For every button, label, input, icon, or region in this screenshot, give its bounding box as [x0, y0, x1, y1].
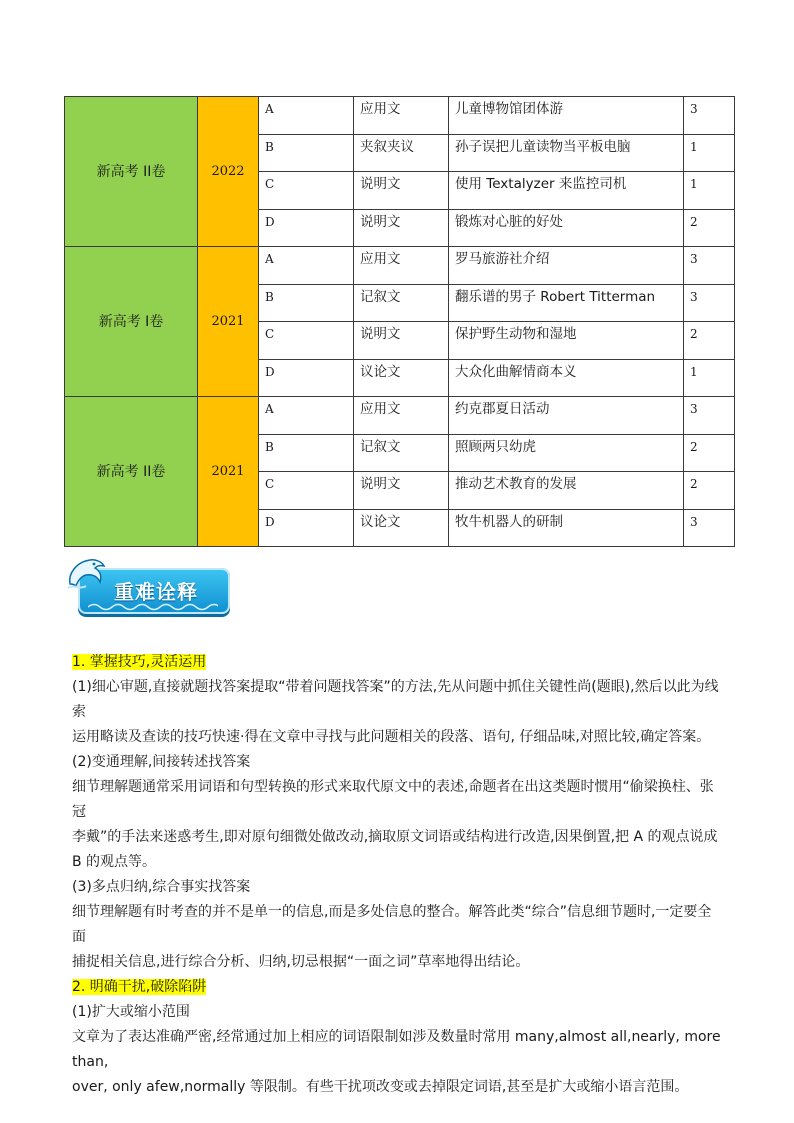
- passage-topic: 翻乐谱的男子 Robert Titterman: [449, 284, 684, 322]
- question-count: 2: [684, 434, 735, 472]
- passage-genre: 记叙文: [354, 434, 449, 472]
- passage-genre: 说明文: [354, 472, 449, 510]
- passage-topic: 约克郡夏日活动: [449, 397, 684, 435]
- explanation-content: [72, 650, 722, 1100]
- passage-topic: 保护野生动物和湿地: [449, 322, 684, 360]
- body-line: 细节理解题有时考查的并不是单一的信息,而是多处信息的整合。解答此类“综合”信息细节题时,一定要全面: [72, 904, 712, 945]
- exam-passage-table: [64, 96, 735, 547]
- passage-label: A: [259, 397, 354, 435]
- question-count: 1: [684, 134, 735, 172]
- question-count: 3: [684, 97, 735, 135]
- passage-topic: 大众化曲解情商本义: [449, 359, 684, 397]
- passage-genre: 议论文: [354, 509, 449, 547]
- passage-topic: 儿童博物馆团体游: [449, 97, 684, 135]
- passage-genre: 夹叙夹议: [354, 134, 449, 172]
- paper-name: 新高考 II卷: [65, 397, 198, 547]
- passage-label: B: [259, 284, 354, 322]
- passage-label: C: [259, 322, 354, 360]
- question-count: 3: [684, 247, 735, 285]
- paper-name: 新高考 I卷: [65, 247, 198, 397]
- table-row: [65, 97, 735, 135]
- paper-name: 新高考 II卷: [65, 97, 198, 247]
- question-count: 1: [684, 359, 735, 397]
- table-row: [65, 247, 735, 285]
- question-count: 3: [684, 509, 735, 547]
- question-count: 2: [684, 209, 735, 247]
- exam-year: 2022: [198, 97, 259, 247]
- passage-genre: 应用文: [354, 97, 449, 135]
- table-row: [65, 397, 735, 435]
- banner-title: 重难诠释: [114, 580, 198, 604]
- passage-genre: 说明文: [354, 209, 449, 247]
- body-line: (1)细心审题,直接就题找答案提取“带着问题找答案”的方法,先从问题中抓住关键性尚(题眼),然后以此为线索: [72, 679, 719, 720]
- body-line: 李戴”的手法来迷惑考生,即对原句细微处做改动,摘取原文词语或结构进行改造,因果倒置,把 A 的观点说成: [72, 829, 718, 845]
- wave-decoration: [88, 602, 218, 612]
- passage-label: D: [259, 509, 354, 547]
- passage-genre: 应用文: [354, 397, 449, 435]
- passage-topic: 罗马旅游社介绍: [449, 247, 684, 285]
- passage-label: C: [259, 472, 354, 510]
- question-count: 1: [684, 172, 735, 210]
- dolphin-icon: [64, 554, 108, 594]
- passage-topic: 使用 Textalyzer 来监控司机: [449, 172, 684, 210]
- passage-genre: 记叙文: [354, 284, 449, 322]
- question-count: 2: [684, 472, 735, 510]
- passage-topic: 锻炼对心脏的好处: [449, 209, 684, 247]
- body-line: 捕捉相关信息,进行综合分析、归纳,切忌根据“一面之词”草率地得出结论。: [72, 954, 530, 970]
- passage-label: D: [259, 359, 354, 397]
- section-heading: 2. 明确干扰,破除陷阱: [72, 979, 207, 995]
- exam-year: 2021: [198, 247, 259, 397]
- subheading: (2)变通理解,间接转述找答案: [72, 754, 251, 770]
- body-line: over, only afew,normally 等限制。有些干扰项改变或去掉限定词语,甚至是扩大或缩小语言范围。: [72, 1079, 689, 1095]
- section-banner: [78, 568, 230, 614]
- passage-genre: 说明文: [354, 172, 449, 210]
- body-line: 细节理解题通常采用词语和句型转换的形式来取代原文中的表述,命题者在出这类题时惯用“偷梁换柱、张冠: [72, 779, 714, 820]
- section-heading: 1. 掌握技巧,灵活运用: [72, 654, 207, 670]
- passage-label: A: [259, 247, 354, 285]
- subheading: (1)扩大或缩小范围: [72, 1004, 190, 1020]
- question-count: 3: [684, 284, 735, 322]
- body-line: 运用略读及查读的技巧快速·得在文章中寻找与此问题相关的段落、语句, 仔细品味,对照比较,确定答案。: [72, 729, 711, 745]
- body-line: 文章为了表达准确严密,经常通过加上相应的词语限制如涉及数量时常用 many,almost all,nearly, more than,: [72, 1029, 721, 1070]
- passage-label: B: [259, 134, 354, 172]
- passage-label: D: [259, 209, 354, 247]
- passage-topic: 推动艺术教育的发展: [449, 472, 684, 510]
- passage-label: C: [259, 172, 354, 210]
- passage-genre: 议论文: [354, 359, 449, 397]
- question-count: 2: [684, 322, 735, 360]
- passage-topic: 牧牛机器人的研制: [449, 509, 684, 547]
- passage-label: B: [259, 434, 354, 472]
- question-count: 3: [684, 397, 735, 435]
- exam-year: 2021: [198, 397, 259, 547]
- passage-topic: 照顾两只幼虎: [449, 434, 684, 472]
- passage-genre: 说明文: [354, 322, 449, 360]
- subheading: (3)多点归纳,综合事实找答案: [72, 879, 251, 895]
- passage-genre: 应用文: [354, 247, 449, 285]
- passage-topic: 孙子误把儿童读物当平板电脑: [449, 134, 684, 172]
- body-line: B 的观点等。: [72, 854, 157, 870]
- passage-label: A: [259, 97, 354, 135]
